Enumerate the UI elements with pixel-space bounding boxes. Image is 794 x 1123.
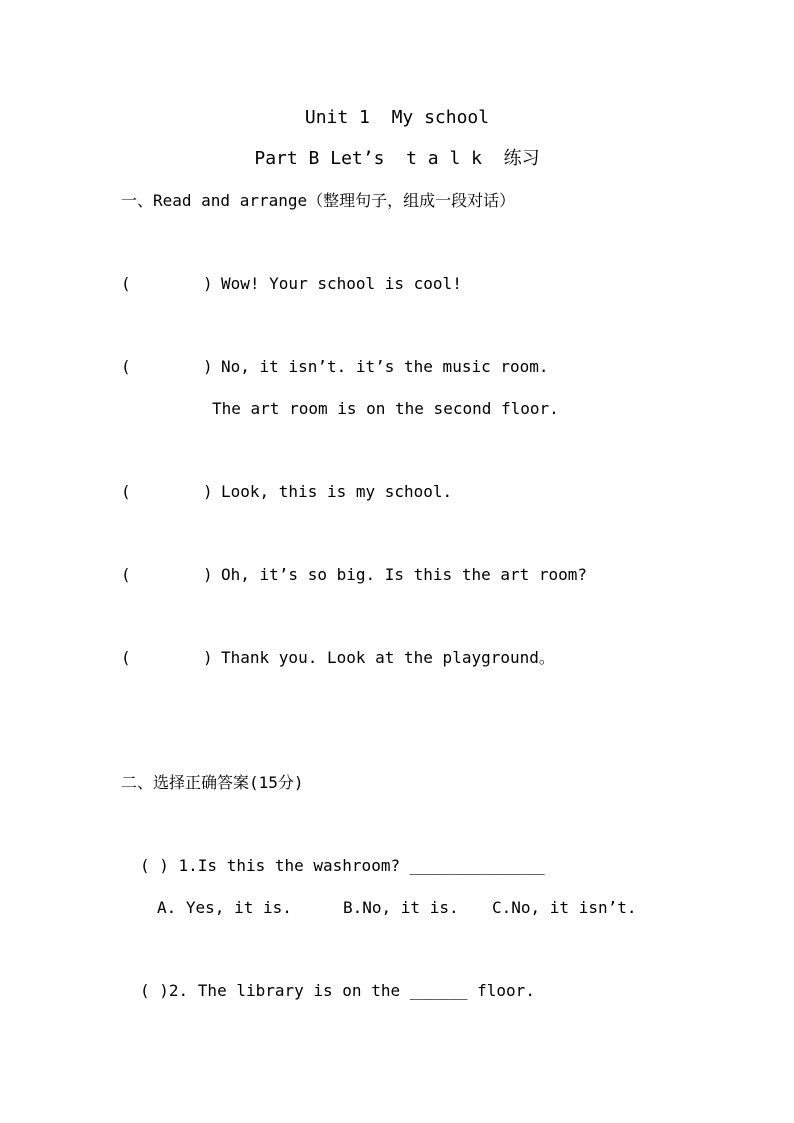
lesson-subtitle: Part B Let’s t a l k 练习 xyxy=(254,148,540,169)
unit-title: Unit 1 My school xyxy=(304,107,490,128)
arrange-item xyxy=(121,648,555,728)
answer-blank-close: ) xyxy=(203,274,213,293)
arrange-sentence-continuation: The art room is on the second floor. xyxy=(212,399,559,418)
section1-heading: 一、Read and arrange（整理句子，组成一段对话） xyxy=(121,191,516,210)
question-stem: ( )2. The library is on the ______ floor. xyxy=(140,981,535,1000)
arrange-item xyxy=(121,274,462,354)
answer-blank-open[interactable]: ( xyxy=(121,648,131,667)
answer-blank-close: ) xyxy=(203,357,213,376)
arrange-sentence: Look, this is my school. xyxy=(221,482,453,501)
question-stem: ( ) 1.Is this the washroom? ______________ xyxy=(140,856,545,875)
answer-blank-open[interactable]: ( xyxy=(121,482,131,501)
arrange-item xyxy=(121,565,588,645)
arrange-sentence: No, it isn’t. it’s the music room. xyxy=(221,357,549,376)
option-c[interactable]: C.No, it isn’t. xyxy=(492,898,637,917)
option-a[interactable]: A. Yes, it is. xyxy=(157,898,292,917)
arrange-sentence: Oh, it’s so big. Is this the art room? xyxy=(221,565,588,584)
section2-heading: 二、选择正确答案(15分) xyxy=(121,773,304,792)
arrange-sentence: Wow! Your school is cool! xyxy=(221,274,462,293)
answer-blank-open[interactable]: ( xyxy=(121,565,131,584)
answer-blank-close: ) xyxy=(203,565,213,584)
option-b[interactable]: B.No, it is. xyxy=(343,898,459,917)
arrange-item xyxy=(121,482,453,562)
answer-blank-close: ) xyxy=(203,648,213,667)
answer-blank-open[interactable]: ( xyxy=(121,357,131,376)
answer-blank-open[interactable]: ( xyxy=(121,274,131,293)
arrange-sentence: Thank you. Look at the playground。 xyxy=(221,648,555,667)
answer-blank-close: ) xyxy=(203,482,213,501)
